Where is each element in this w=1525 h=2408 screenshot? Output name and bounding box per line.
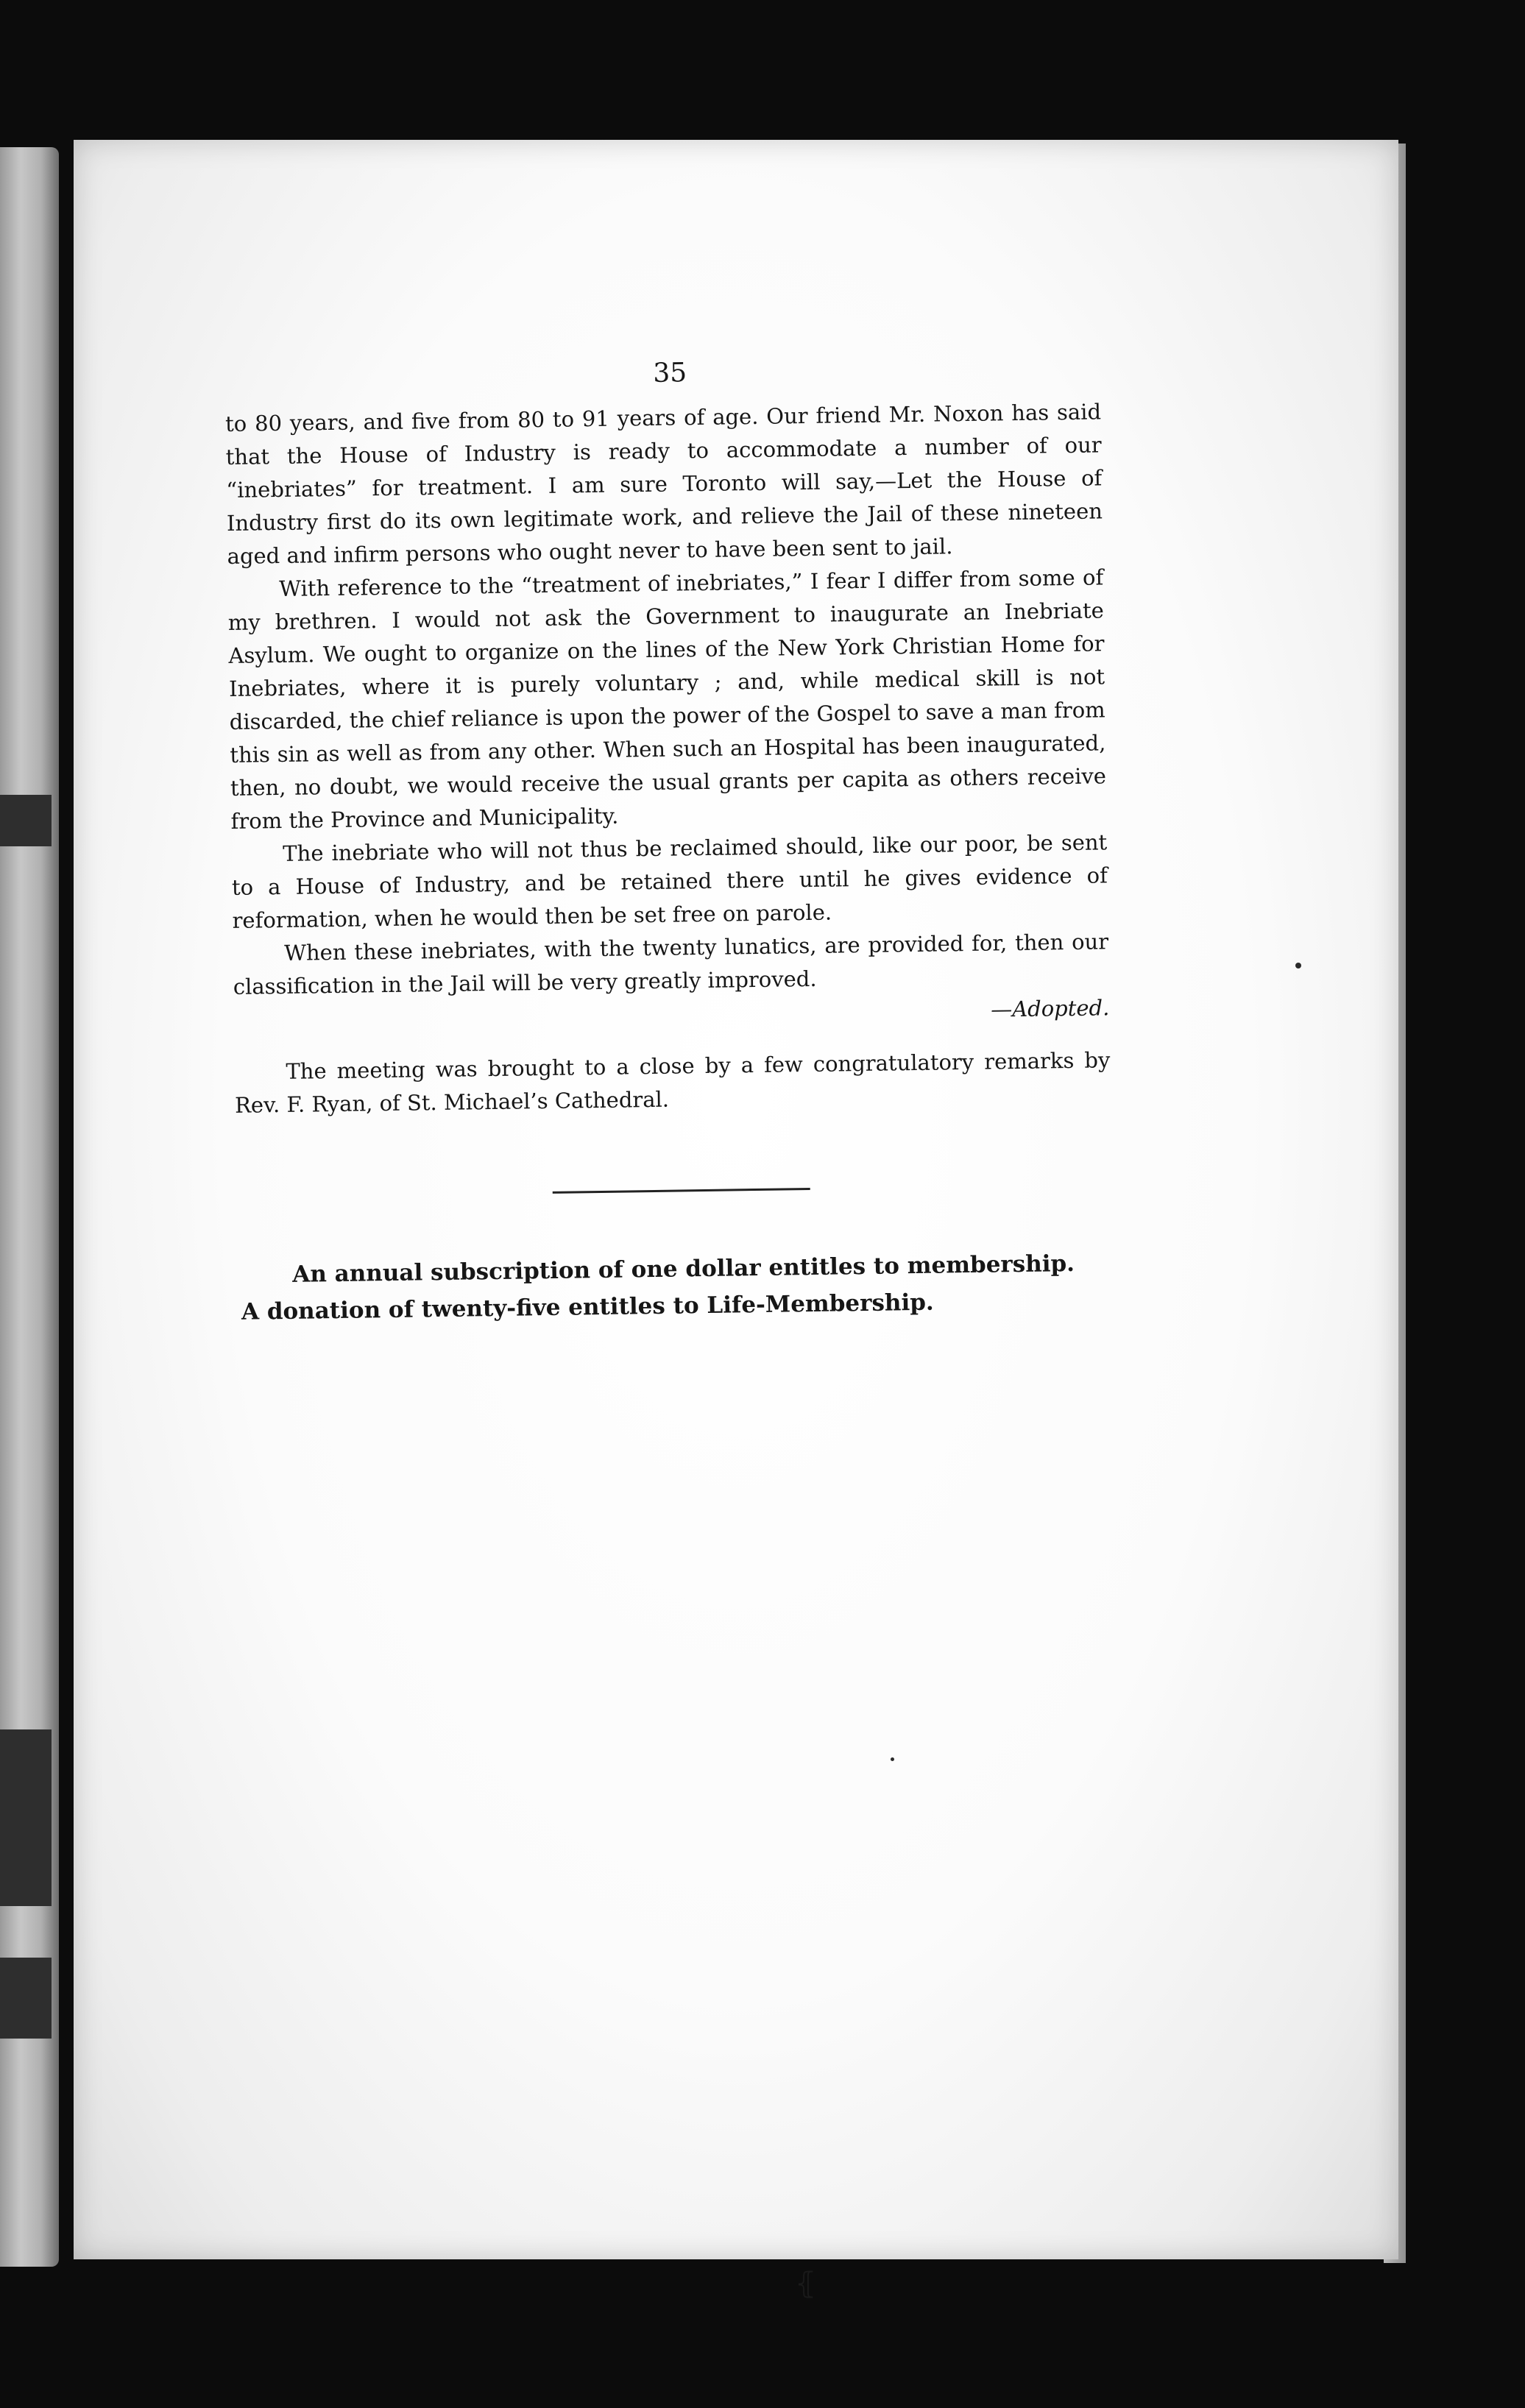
adopted-signoff: —Adopted. — [990, 995, 1110, 1022]
paragraph-2: With reference to the “treatment of inebriates,” I fear I differ from some of my brethren. I would not ask the Government to inaugurate an Inebriate Asylum. We ought to organize on the lines of the New York Christian Home for Inebriates, where it is purely voluntary ; and, while medical skill is not discarded, the chief reliance is upon the power of the Gospel to save a man from this sin as well as from any other. When such an Hospital has been inaugurated, then, no doubt, we would receive the usual grants per capita as others receive from the Province and Municipality. — [227, 564, 1107, 834]
page-number: 35 — [653, 358, 687, 389]
binding-tear — [0, 1729, 52, 1906]
paragraph-1: to 80 years, and five from 80 to 91 years of age. Our friend Mr. Noxon has said that the House of Industry is ready to accommodate a number of our “inebriates” for treatment. I am sure Toronto will say,—Let the House of Industry first do its own legitimate work, and relieve the Jail of these nineteen aged and infirm persons who ought never to have been sent to jail. — [224, 399, 1103, 569]
paragraph-4: When these inebriates, with the twenty lunatics, are provided for, then our classification in the Jail will be very greatly improved. — [233, 929, 1109, 999]
membership-notice-life: A donation of twenty-five entitles to Life-Membership. — [241, 1289, 934, 1325]
paragraph-3: The inebriate who will not thus be reclaimed should, like our poor, be sent to a House of Industry, and be retained there until he gives evidence of reformation, when he would then be set free on parole. — [231, 829, 1108, 933]
page-text — [224, 352, 1114, 1330]
bottom-margin-mark: ⦃ — [795, 2267, 817, 2301]
paper-speck — [1295, 963, 1301, 968]
left-page-edge — [0, 147, 59, 2267]
membership-notice-annual: An annual subscription of one dollar entitles to membership. — [292, 1250, 1075, 1288]
closing-paragraph: The meeting was brought to a close by a few congratulatory remarks by Rev. F. Ryan, of St. Michael’s Cathedral. — [234, 1047, 1111, 1118]
binding-tear — [0, 1958, 52, 2039]
binding-tear — [0, 795, 52, 846]
section-divider — [553, 1188, 810, 1194]
paper-speck — [891, 1757, 894, 1761]
